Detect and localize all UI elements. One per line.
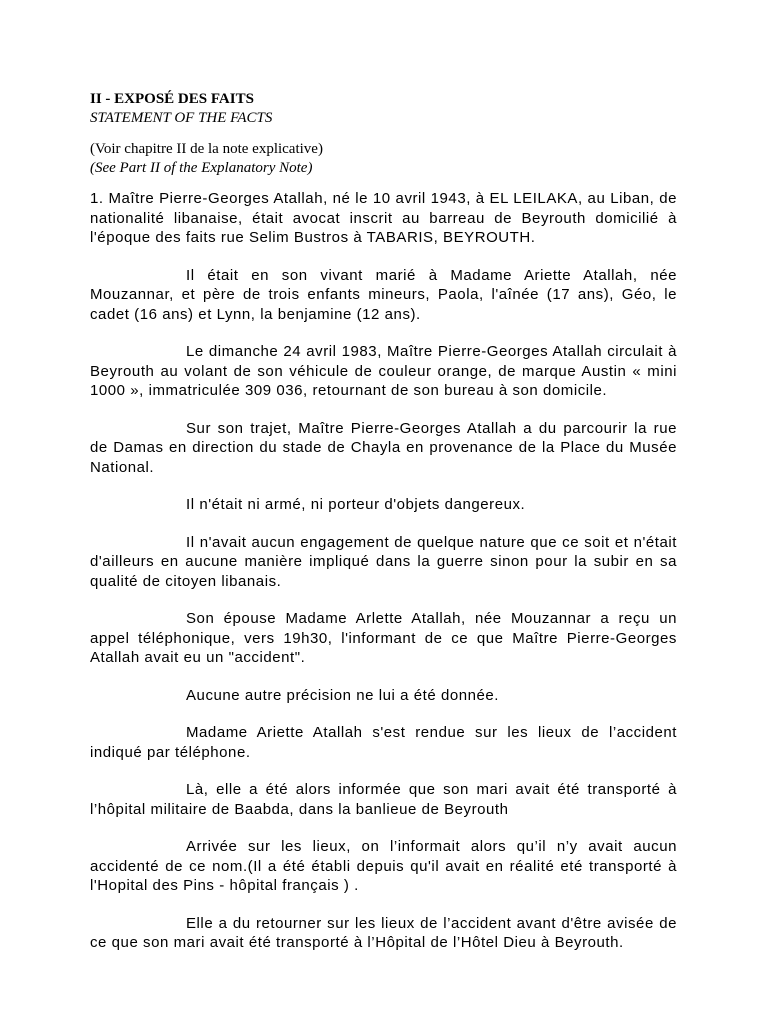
heading-french: II - EXPOSÉ DES FAITS: [90, 91, 254, 107]
section-heading: [90, 90, 677, 128]
heading-english: STATEMENT OF THE FACTS: [90, 110, 273, 126]
paragraph-4: Sur son trajet, Maître Pierre-Georges Atallah a du parcourir la rue de Damas en direction du stade de Chayla en provenance de la Place du Musée National.: [90, 419, 677, 476]
paragraph-8: Aucune autre précision ne lui a été donnée.: [186, 686, 500, 704]
paragraph-9: Madame Ariette Atallah s'est rendue sur les lieux de l’accident indiqué par téléphone.: [90, 724, 677, 761]
paragraph-12: Elle a du retourner sur les lieux de l’accident avant d'être avisée de ce que son mari avait été transporté à l’Hôpital de l’Hôtel Dieu à Beyrouth.: [90, 914, 677, 951]
paragraph-2: Il était en son vivant marié à Madame Ariette Atallah, née Mouzannar, et père de trois enfants mineurs, Paola, l'aînée (17 ans), Géo, le cadet (16 ans) et Lynn, la benjamine (12 ans).: [90, 266, 677, 323]
paragraph-1: 1. Maître Pierre-Georges Atallah, né le 10 avril 1943, à EL LEILAKA, au Liban, de nationalité libanaise, était avocat inscrit au barreau de Beyrouth domicilié à l'époque des faits rue Selim Bustros à TABARIS, BEYROUTH.: [90, 190, 677, 246]
document-page: [90, 90, 677, 953]
paragraph-6: Il n'avait aucun engagement de quelque nature que ce soit et n'était d'ailleurs en aucune manière impliqué dans la guerre sinon pour la subir en sa qualité de citoyen libanais.: [90, 533, 677, 590]
paragraph-5: Il n'était ni armé, ni porteur d'objets dangereux.: [186, 496, 526, 513]
paragraph-10: Là, elle a été alors informée que son mari avait été transporté à l’hôpital militaire de Baabda, dans la banlieue de Beyrouth: [90, 781, 677, 818]
paragraph-7: Son épouse Madame Arlette Atallah, née Mouzannar a reçu un appel téléphonique, vers 19h30, l'informant de ce que Maître Pierre-Georges Atallah avait eu un "accident".: [90, 610, 677, 666]
explanatory-note-reference: [90, 140, 677, 178]
note-french: (Voir chapitre II de la note explicative): [90, 141, 323, 157]
note-english: (See Part II of the Explanatory Note): [90, 160, 313, 176]
paragraph-11: Arrivée sur les lieux, on l’informait alors qu’il n’y avait aucun accidenté de ce nom.(Il a été établi depuis qu'il avait en réalité eté transporté à l'Hopital des Pins - hôpital français ) .: [90, 838, 677, 894]
paragraph-3: Le dimanche 24 avril 1983, Maître Pierre-Georges Atallah circulait à Beyrouth au volant de son véhicule de couleur orange, de marque Austin « mini 1000 », immatriculée 309 036, retournant de son bureau à son domicile.: [90, 343, 677, 399]
